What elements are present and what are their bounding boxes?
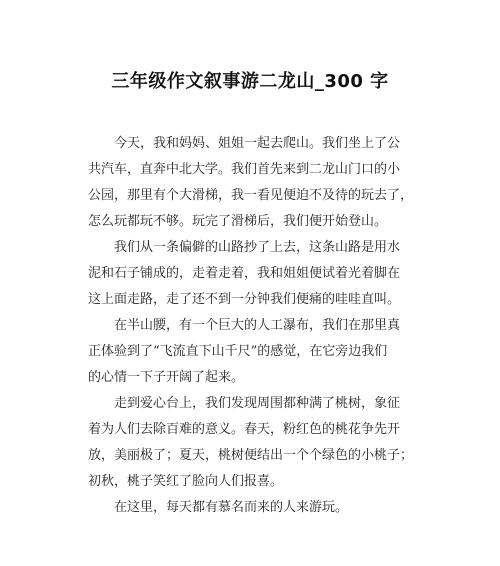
document-title: 三年级作文叙事游二龙山_300 字 (111, 71, 389, 92)
paragraph-4-line-2: 着为人们去除百难的意义。春天，粉红色的桃花争先开 (88, 422, 401, 437)
paragraph-3-line-3: 的心情一下子开阔了起来。 (88, 370, 245, 385)
paragraph-1-line-4: 怎么玩都玩不够。玩完了滑梯后，我们便开始登山。 (88, 214, 388, 229)
paragraph-1-line-1: 今天，我和妈妈、姐姐一起去爬山。我们坐上了公 (114, 136, 401, 151)
paragraph-4-line-3: 放，美丽极了；夏天，桃树便结出一个个绿色的小桃子； (88, 448, 414, 463)
paragraph-4-line-4: 初秋，桃子笑红了脸向人们报喜。 (88, 474, 284, 489)
paragraph-2-line-3: 这上面走路，走了还不到一分钟我们便痛的哇哇直叫。 (88, 292, 401, 307)
paragraph-2-line-1: 我们从一条偏僻的山路抄了上去，这条山路是用水 (114, 240, 401, 255)
paragraph-4-line-1: 走到爱心台上，我们发现周围都种满了桃树，象征 (114, 396, 401, 411)
document-body (88, 131, 418, 521)
paragraph-1-line-2: 共汽车，直奔中北大学。我们首先来到二龙山门口的小 (88, 162, 401, 177)
paragraph-1-line-3: 公园，那里有个大滑梯，我一看见便迫不及待的玩去了， (88, 188, 414, 203)
paragraph-2-line-2: 泥和石子铺成的，走着走着，我和姐姐便试着光着脚在 (88, 266, 401, 281)
paragraph-5-line-1: 在这里，每天都有慕名而来的人来游玩。 (114, 500, 349, 515)
paragraph-3-line-2: 正体验到了“飞流直下山千尺”的感觉，在它旁边我们 (88, 344, 388, 359)
paragraph-3-line-1: 在半山腰，有一个巨大的人工瀑布，我们在那里真 (114, 318, 401, 333)
